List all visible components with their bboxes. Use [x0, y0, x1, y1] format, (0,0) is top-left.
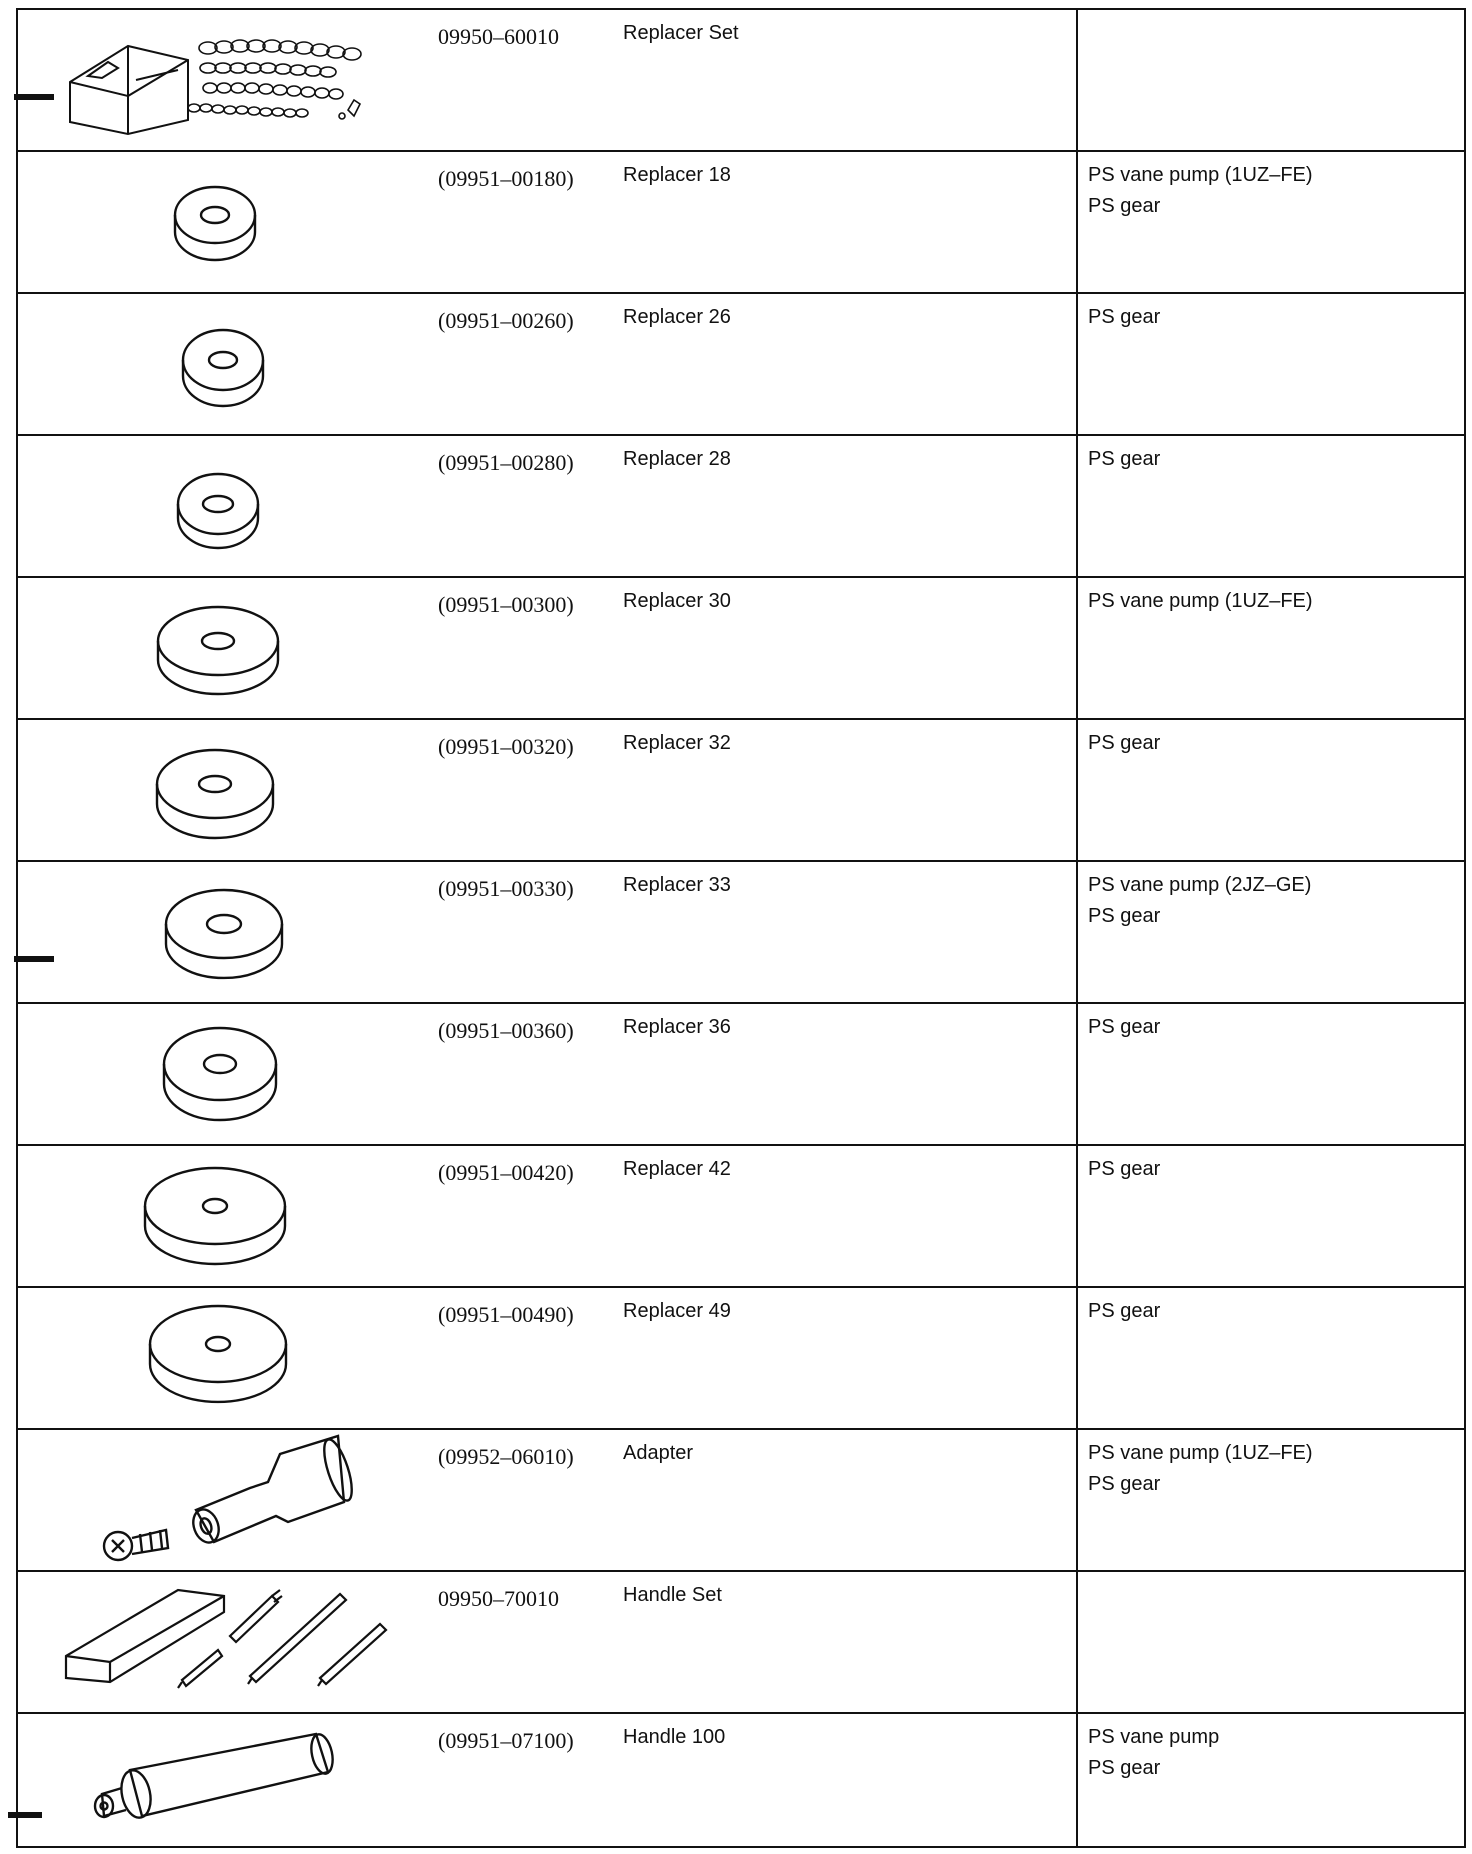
usage-item: PS gear: [1088, 1757, 1161, 1779]
tool-name: Replacer 49: [623, 1300, 731, 1322]
usage-item: PS gear: [1088, 448, 1161, 470]
usage-cell: [1076, 578, 1466, 718]
part-number: (09951–00420): [438, 1160, 574, 1185]
part-number: (09951–07100): [438, 1728, 574, 1753]
tool-name: Handle 100: [623, 1726, 726, 1748]
adapter-icon: [18, 1430, 438, 1570]
usage-item: PS gear: [1088, 1300, 1161, 1322]
tool-name: Replacer 42: [623, 1158, 731, 1180]
replacer-icon: [18, 578, 438, 718]
tool-name: Replacer 18: [623, 164, 731, 186]
usage-cell: [1076, 1146, 1466, 1286]
usage-cell: [1076, 1004, 1466, 1144]
usage-item: PS gear: [1088, 1158, 1161, 1180]
tool-name: Replacer 26: [623, 306, 731, 328]
table-row: [18, 578, 1464, 720]
tool-name: Handle Set: [623, 1584, 722, 1606]
part-number: (09951–00360): [438, 1018, 574, 1043]
replacer-icon: [18, 1288, 438, 1428]
usage-cell: [1076, 436, 1466, 576]
scan-edge-mark: [8, 1812, 42, 1818]
part-number: (09951–00330): [438, 876, 574, 901]
table-row: [18, 720, 1464, 862]
tool-name: Replacer 30: [623, 590, 731, 612]
table-row: [18, 862, 1464, 1004]
scan-edge-mark: [14, 956, 54, 962]
table-row: [18, 1004, 1464, 1146]
table-row: [18, 294, 1464, 436]
usage-cell: [1076, 294, 1466, 434]
part-number: (09951–00490): [438, 1302, 574, 1327]
tool-name: Replacer 36: [623, 1016, 731, 1038]
scan-edge-mark: [14, 94, 54, 100]
tool-name: Replacer 32: [623, 732, 731, 754]
table-row: [18, 1146, 1464, 1288]
part-number: (09951–00300): [438, 592, 574, 617]
usage-item: PS gear: [1088, 1016, 1161, 1038]
table-row: [18, 436, 1464, 578]
part-number: (09951–00280): [438, 450, 574, 475]
part-number: (09951–00180): [438, 166, 574, 191]
tool-name: Replacer 28: [623, 448, 731, 470]
replacer-icon: [18, 1146, 438, 1286]
usage-cell: [1076, 720, 1466, 860]
part-number: 09950–60010: [438, 24, 559, 49]
usage-item: PS vane pump: [1088, 1726, 1220, 1748]
part-number: (09951–00260): [438, 308, 574, 333]
tool-name: Adapter: [623, 1442, 694, 1464]
replacer-icon: [18, 436, 438, 576]
usage-item: PS gear: [1088, 732, 1161, 754]
handle-icon: [18, 1714, 438, 1846]
table-row: [18, 10, 1464, 152]
usage-cell: [1076, 862, 1466, 1002]
table-row: [18, 1714, 1464, 1846]
handle-set-icon: [18, 1572, 438, 1712]
replacer-icon: [18, 1004, 438, 1144]
usage-cell: [1076, 152, 1466, 292]
replacer-icon: [18, 152, 438, 292]
usage-item: PS gear: [1088, 1473, 1161, 1495]
usage-item: PS vane pump (1UZ–FE): [1088, 1442, 1313, 1464]
usage-item: PS vane pump (1UZ–FE): [1088, 164, 1313, 186]
usage-item: PS gear: [1088, 195, 1161, 217]
replacer-icon: [18, 720, 438, 860]
replacer-icon: [18, 862, 438, 1002]
replacer-icon: [18, 294, 438, 434]
replacer-set-icon: [18, 10, 438, 150]
part-number: (09951–00320): [438, 734, 574, 759]
table-row: [18, 1572, 1464, 1714]
usage-cell: [1076, 1430, 1466, 1570]
part-number: 09950–70010: [438, 1586, 559, 1611]
table-row: [18, 1288, 1464, 1430]
usage-item: PS vane pump (1UZ–FE): [1088, 590, 1313, 612]
usage-cell: [1076, 1714, 1466, 1846]
special-service-tools-table: [16, 8, 1466, 1848]
tool-name: Replacer Set: [623, 22, 739, 44]
table-row: [18, 1430, 1464, 1572]
usage-cell: [1076, 1288, 1466, 1428]
usage-item: PS gear: [1088, 905, 1161, 927]
usage-cell: [1076, 10, 1466, 150]
part-number: (09952–06010): [438, 1444, 574, 1469]
tool-name: Replacer 33: [623, 874, 731, 896]
usage-item: PS gear: [1088, 306, 1161, 328]
usage-cell: [1076, 1572, 1466, 1712]
usage-item: PS vane pump (2JZ–GE): [1088, 874, 1312, 896]
table-row: [18, 152, 1464, 294]
